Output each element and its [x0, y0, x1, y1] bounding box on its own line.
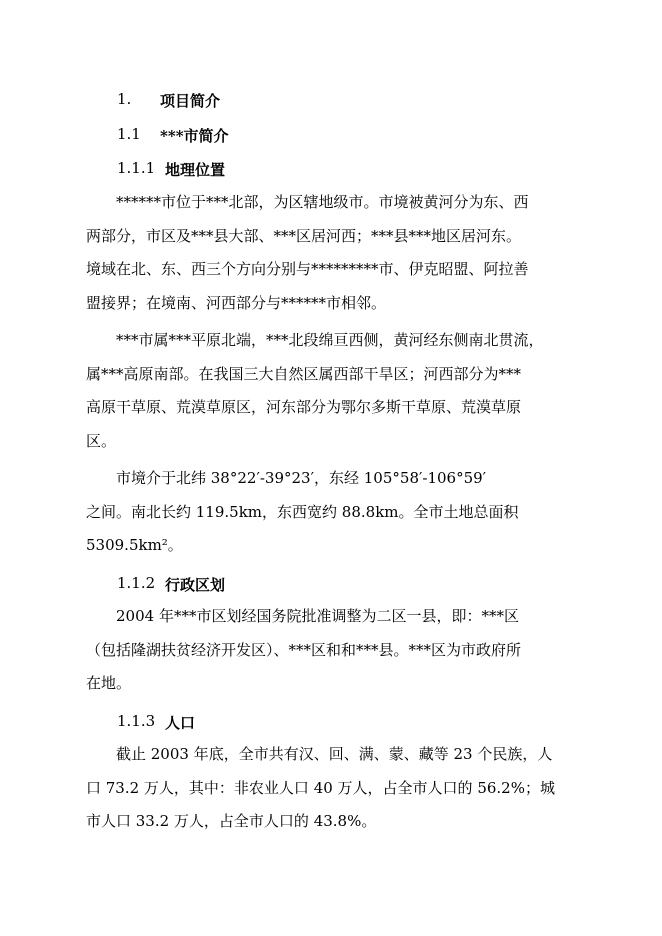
heading-1-1-number: 1.1 [117, 125, 141, 143]
paragraph-line: （包括隆湖扶贫经济开发区）、***区和和***县。***区为市政府所 [86, 640, 522, 659]
paragraph-line: 区。 [86, 431, 117, 450]
heading-1-1-3-title: 人口 [165, 714, 196, 732]
paragraph-terrain [86, 324, 586, 458]
paragraph-line: 属***高原南部。在我国三大自然区属西部干旱区；河西部分为*** [86, 364, 522, 383]
paragraph-line: ***市属***平原北端，***北段绵亘西侧，黄河经东侧南北贯流， [116, 331, 544, 349]
paragraph-line: 高原干草原、荒漠草原区，河东部分为鄂尔多斯干草原、荒漠草原 [86, 398, 522, 416]
paragraph-coordinates [86, 462, 586, 563]
heading-1-1-2-number: 1.1.2 [117, 574, 156, 592]
paragraph-line: 2004 年***市区划经国务院批准调整为二区一县，即：***区 [116, 607, 519, 625]
heading-1-1-3-number: 1.1.3 [117, 712, 156, 730]
heading-1-1-2-title: 行政区划 [165, 576, 226, 594]
paragraph-line: 境域在北、东、西三个方向分别与*********市、伊克昭盟、阿拉善 [86, 260, 529, 278]
paragraph-line: 盟接界；在境南、河西部分与******市相邻。 [86, 293, 387, 312]
paragraph-line: 市境介于北纬 38°22′-39°23′，东经 105°58′-106°59′ [116, 469, 487, 487]
heading-1-number: 1. [117, 90, 132, 108]
paragraph-line: 截止 2003 年底，全市共有汉、回、满、蒙、藏等 23 个民族，人 [116, 745, 553, 763]
paragraph-administrative [86, 600, 586, 701]
paragraph-line: 口 73.2 万人，其中：非农业人口 40 万人，占全市人口的 56.2%；城 [86, 778, 555, 797]
heading-1-1-1-title: 地理位置 [165, 161, 226, 179]
heading-1-1-1-number: 1.1.1 [117, 159, 156, 177]
paragraph-line: 之间。南北长约 119.5km，东西宽约 88.8km。全市土地总面积 [86, 502, 519, 521]
paragraph-line: 在地。 [86, 674, 132, 692]
paragraph-line: 5309.5km²。 [86, 536, 183, 554]
heading-1-1-title: ***市简介 [160, 127, 229, 145]
paragraph-line: ******市位于***北部，为区辖地级市。市境被黄河分为东、西 [116, 193, 529, 211]
paragraph-line: 市人口 33.2 万人，占全市人口的 43.8%。 [86, 812, 377, 830]
paragraph-location [86, 186, 586, 320]
paragraph-population [86, 738, 586, 839]
paragraph-line: 两部分，市区及***县大部、***区居河西；***县***地区居河东。 [86, 226, 522, 245]
heading-1-title: 项目简介 [160, 92, 221, 110]
